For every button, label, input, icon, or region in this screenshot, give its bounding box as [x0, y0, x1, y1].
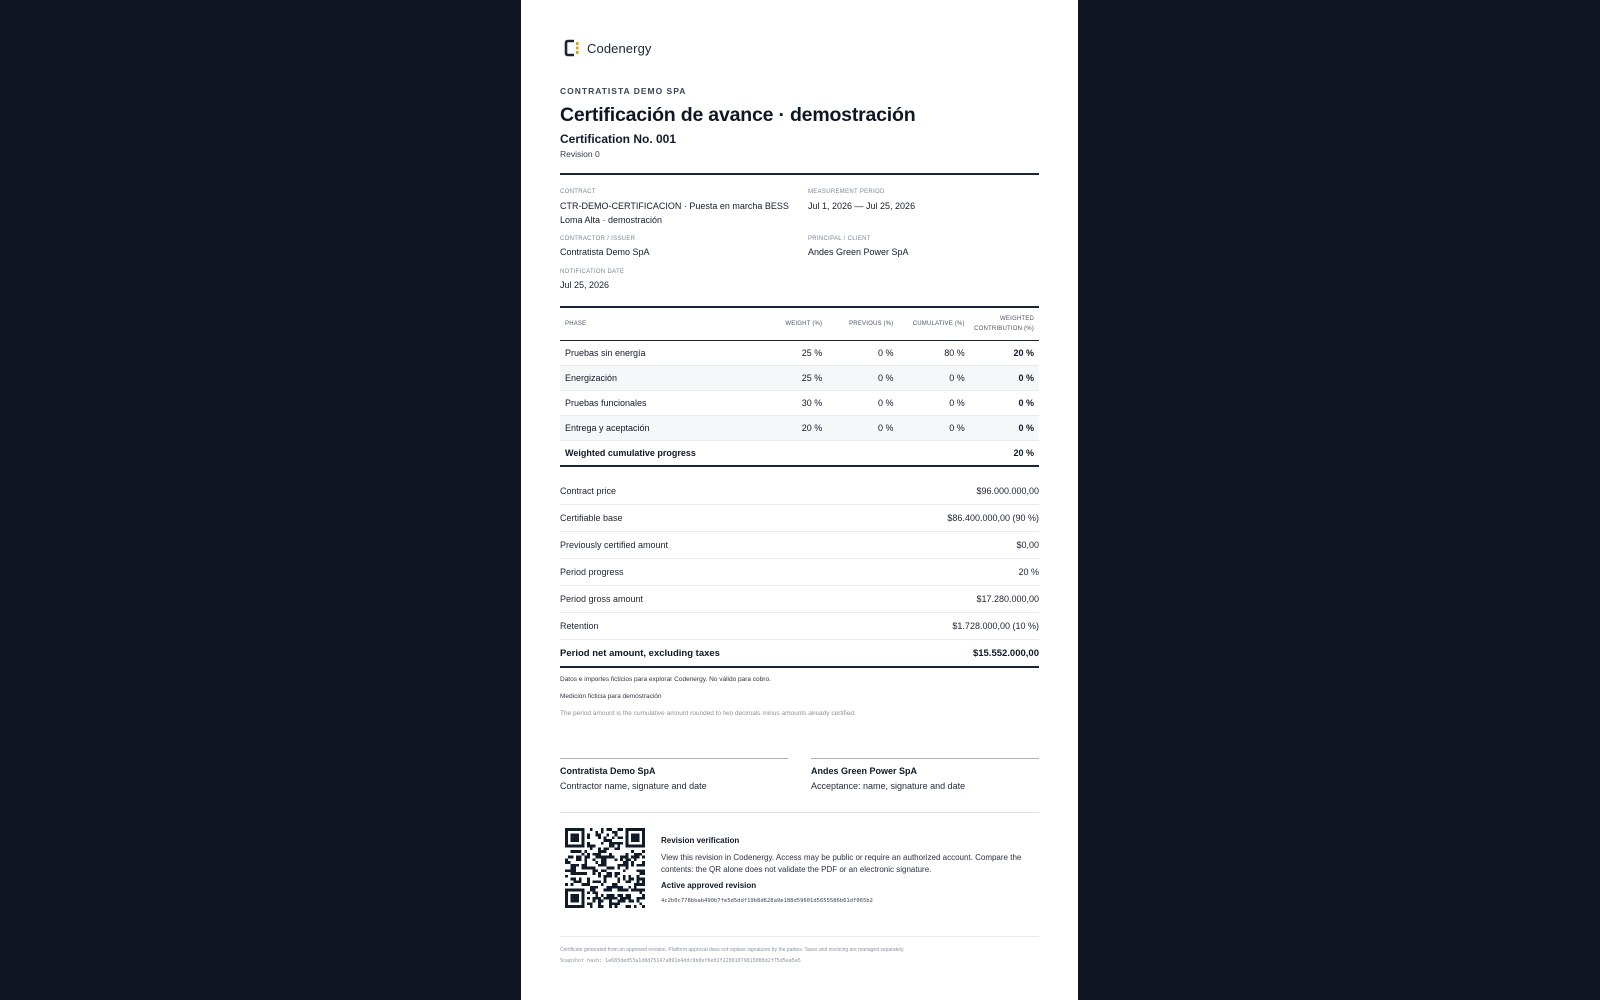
row-phase: Entrega y aceptación — [565, 423, 650, 433]
row-weight: 20 % — [801, 423, 823, 433]
calculation-note: The period amount is the cumulative amount rounded to two decimals minus amounts already certified. — [560, 710, 856, 717]
principal-label: PRINCIPAL / CLIENT — [808, 236, 871, 242]
qr-code-icon[interactable] — [565, 828, 645, 908]
table-row — [560, 391, 1039, 416]
header-weighted-line1: WEIGHTED — [1000, 316, 1034, 322]
summary-row — [560, 532, 1039, 559]
table-header — [560, 308, 1039, 341]
summary-row — [560, 559, 1039, 586]
header-previous: PREVIOUS (%) — [849, 321, 894, 327]
signature-contractor-desc: Contractor name, signature and date — [560, 781, 707, 791]
row-phase: Pruebas sin energía — [565, 348, 646, 358]
table-row — [560, 366, 1039, 391]
total-label: Weighted cumulative progress — [565, 448, 696, 458]
row-previous: 0 % — [877, 348, 894, 358]
row-cumulative: 0 % — [949, 398, 965, 408]
summary-row — [560, 478, 1039, 505]
summary-value: $0,00 — [1016, 540, 1039, 550]
table-row — [560, 341, 1039, 366]
summary-label: Period gross amount — [560, 594, 644, 604]
row-cumulative: 80 % — [944, 348, 965, 358]
summary-value: $17.280.000,00 — [976, 594, 1039, 604]
row-phase: Energización — [565, 373, 618, 383]
signature-contractor-name: Contratista Demo SpA — [560, 766, 656, 776]
summary-label: Period progress — [560, 567, 624, 577]
phase-table — [560, 306, 1039, 467]
contract-label: CONTRACT — [560, 189, 596, 195]
total-value: 20 % — [1013, 448, 1034, 458]
row-weighted: 0 % — [1018, 373, 1034, 383]
row-weight: 30 % — [801, 398, 823, 408]
summary-value: $1.728.000,00 (10 %) — [952, 621, 1039, 631]
row-weighted: 0 % — [1018, 398, 1034, 408]
contract-value-line2: Loma Alta · demostración — [560, 215, 663, 225]
signature-client-desc: Acceptance: name, signature and date — [811, 781, 966, 791]
certification-number: Certification No. 001 — [560, 132, 677, 146]
brand-logo — [563, 38, 652, 58]
verification-text: View this revision in Codenergy. Access may be public or require an authorized account. Compare the contents: the QR alone does not validate the PDF or an electronic signature. — [661, 853, 1022, 874]
brand-name: Codenergy — [587, 40, 652, 56]
page-title: Certificación de avance · demostración — [560, 104, 916, 126]
footer-disclaimer: Certificate generated from an approved revision. Platform approval does not replace signatures by the parties. Taxes and invoicing are managed separately. — [560, 947, 905, 953]
summary-row — [560, 613, 1039, 640]
row-previous: 0 % — [877, 398, 894, 408]
notification-value: Jul 25, 2026 — [560, 280, 610, 290]
contractor-value: Contratista Demo SpA — [560, 247, 650, 257]
signature-line-client — [811, 758, 1039, 759]
header-weighted — [965, 314, 1039, 334]
header-cumulative: CUMULATIVE (%) — [912, 321, 965, 327]
summary-row — [560, 505, 1039, 532]
active-revision-title: Active approved revision — [661, 881, 757, 890]
revision-label: Revision 0 — [560, 149, 600, 159]
summary-label: Contract price — [560, 486, 617, 496]
row-previous: 0 % — [877, 423, 894, 433]
summary-value: $96.000.000,00 — [976, 486, 1039, 496]
signature-line-contractor — [560, 758, 788, 759]
row-previous: 0 % — [877, 373, 894, 383]
principal-value: Andes Green Power SpA — [808, 247, 909, 257]
notification-label: NOTIFICATION DATE — [560, 269, 625, 275]
disclaimer-note: Datos e importes ficticios para explorar Codenergy. No válido para cobro. — [560, 676, 771, 683]
row-weighted: 20 % — [1013, 348, 1034, 358]
header-weighted-line2: CONTRIBUTION (%) — [974, 326, 1034, 332]
snapshot-hash: Snapshot hash: 1e685ded53a1d8d75147a891e4ddc9b0ef6e02f22001079815088d2f75d5ea5a5 — [560, 958, 801, 964]
footer-divider — [560, 936, 1039, 937]
header-weight: WEIGHT (%) — [785, 321, 823, 327]
header-phase: PHASE — [565, 321, 587, 327]
summary-value: $86.400.000,00 (90 %) — [947, 513, 1039, 523]
contract-value-line1: CTR-DEMO-CERTIFICACION · Puesta en marcha BESS — [560, 201, 789, 211]
row-phase: Pruebas funcionales — [565, 398, 647, 408]
table-row — [560, 416, 1039, 441]
contract-value — [560, 199, 789, 227]
certificate-page — [521, 0, 1078, 1000]
summary-value: 20 % — [1018, 567, 1039, 577]
row-weight: 25 % — [801, 373, 823, 383]
summary-label: Certifiable base — [560, 513, 623, 523]
summary-label: Previously certified amount — [560, 540, 669, 550]
measurement-note: Medición ficticia para demostración — [560, 693, 662, 700]
row-cumulative: 0 % — [949, 423, 965, 433]
period-label: MEASUREMENT PERIOD — [808, 189, 885, 195]
verification-divider — [560, 812, 1039, 813]
header-divider — [560, 173, 1039, 175]
contractor-label: CONTRACTOR / ISSUER — [560, 236, 636, 242]
revision-hash: 4c2b0c778bbab490b7fe5d5ddf19b8d628a9e188d59601d5655586b61df065b2 — [661, 898, 873, 904]
verification-title: Revision verification — [661, 836, 740, 845]
row-weighted: 0 % — [1018, 423, 1034, 433]
row-cumulative: 0 % — [949, 373, 965, 383]
issuer-eyebrow: CONTRATISTA DEMO SPA — [560, 86, 687, 96]
codenergy-logo-icon — [563, 38, 583, 58]
summary-label: Period net amount, excluding taxes — [560, 647, 720, 659]
row-weight: 25 % — [801, 348, 823, 358]
summary-row — [560, 586, 1039, 613]
summary-value: $15.552.000,00 — [972, 647, 1039, 659]
signature-client-name: Andes Green Power SpA — [811, 766, 918, 776]
summary-label: Retention — [560, 621, 599, 631]
amount-summary — [560, 478, 1039, 668]
table-total-row — [560, 441, 1039, 465]
period-value: Jul 1, 2026 — Jul 25, 2026 — [808, 201, 916, 211]
summary-net-row — [560, 640, 1039, 668]
